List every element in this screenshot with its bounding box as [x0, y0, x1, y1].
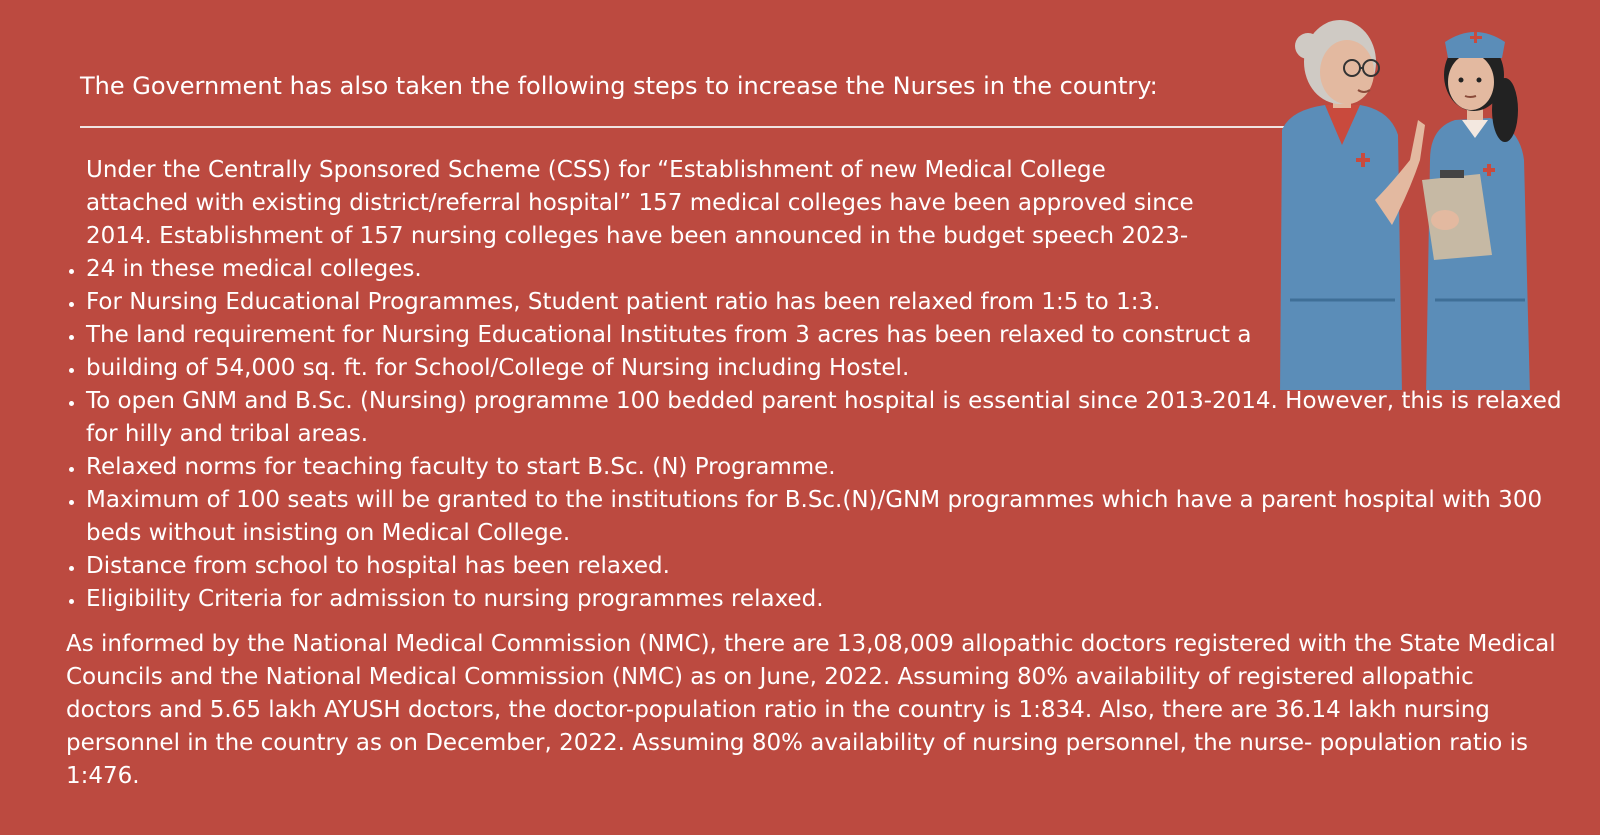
- nurses-illustration-icon: [1280, 10, 1590, 390]
- list-item-text: Relaxed norms for teaching faculty to start B.Sc. (N) Programme.: [86, 454, 836, 480]
- list-item-text: The land requirement for Nursing Educational Institutes from 3 acres has been relaxed to construct a: [86, 322, 1252, 348]
- list-item: [86, 583, 1586, 616]
- page-heading: The Government has also taken the following steps to increase the Nurses in the country:: [80, 72, 1158, 100]
- heading-divider: [80, 126, 1298, 128]
- list-item: [86, 451, 1586, 484]
- list-item-text: To open GNM and B.Sc. (Nursing) programme 100 bedded parent hospital is essential since 2013-2014. However, this is relaxed for hilly and tribal areas.: [86, 388, 1562, 447]
- list-item: [86, 385, 1586, 451]
- list-item-text: building of 54,000 sq. ft. for School/College of Nursing including Hostel.: [86, 355, 910, 381]
- nurse-left-icon: [1280, 20, 1425, 390]
- list-item: [86, 550, 1586, 583]
- list-item-text: Eligibility Criteria for admission to nursing programmes relaxed.: [86, 586, 824, 612]
- statistics-paragraph: As informed by the National Medical Commission (NMC), there are 13,08,009 allopathic doctors registered with the State Medical Councils and the National Medical Commission (NMC) as on June, 2022. Assuming 80% availability of registered allopathic doctors and 5.65 lakh AYUSH doctors, the doctor-population ratio in the country is 1:834. Also, there are 36.14 lakh nursing personnel in the country as on December, 2022. Assuming 80% availability of nursing personnel, the nurse- population ratio is 1:476.: [66, 631, 1556, 789]
- list-item-text: Maximum of 100 seats will be granted to the institutions for B.Sc.(N)/GNM programmes which have a parent hospital with 300 beds without insisting on Medical College.: [86, 487, 1543, 546]
- nurse-right-icon: [1422, 32, 1530, 390]
- list-item-text: Under the Centrally Sponsored Scheme (CSS) for “Establishment of new Medical College attached with existing district/referral hospital” 157 medical colleges have been approved since 2014. Establishment of 157 nursing colleges have been announced in the budget speech 2023-24 in these medical colleges.: [86, 157, 1194, 282]
- list-item-text: For Nursing Educational Programmes, Student patient ratio has been relaxed from 1:5 to 1:3.: [86, 289, 1161, 315]
- list-item-text: Distance from school to hospital has been relaxed.: [86, 553, 670, 579]
- list-item: [86, 484, 1586, 550]
